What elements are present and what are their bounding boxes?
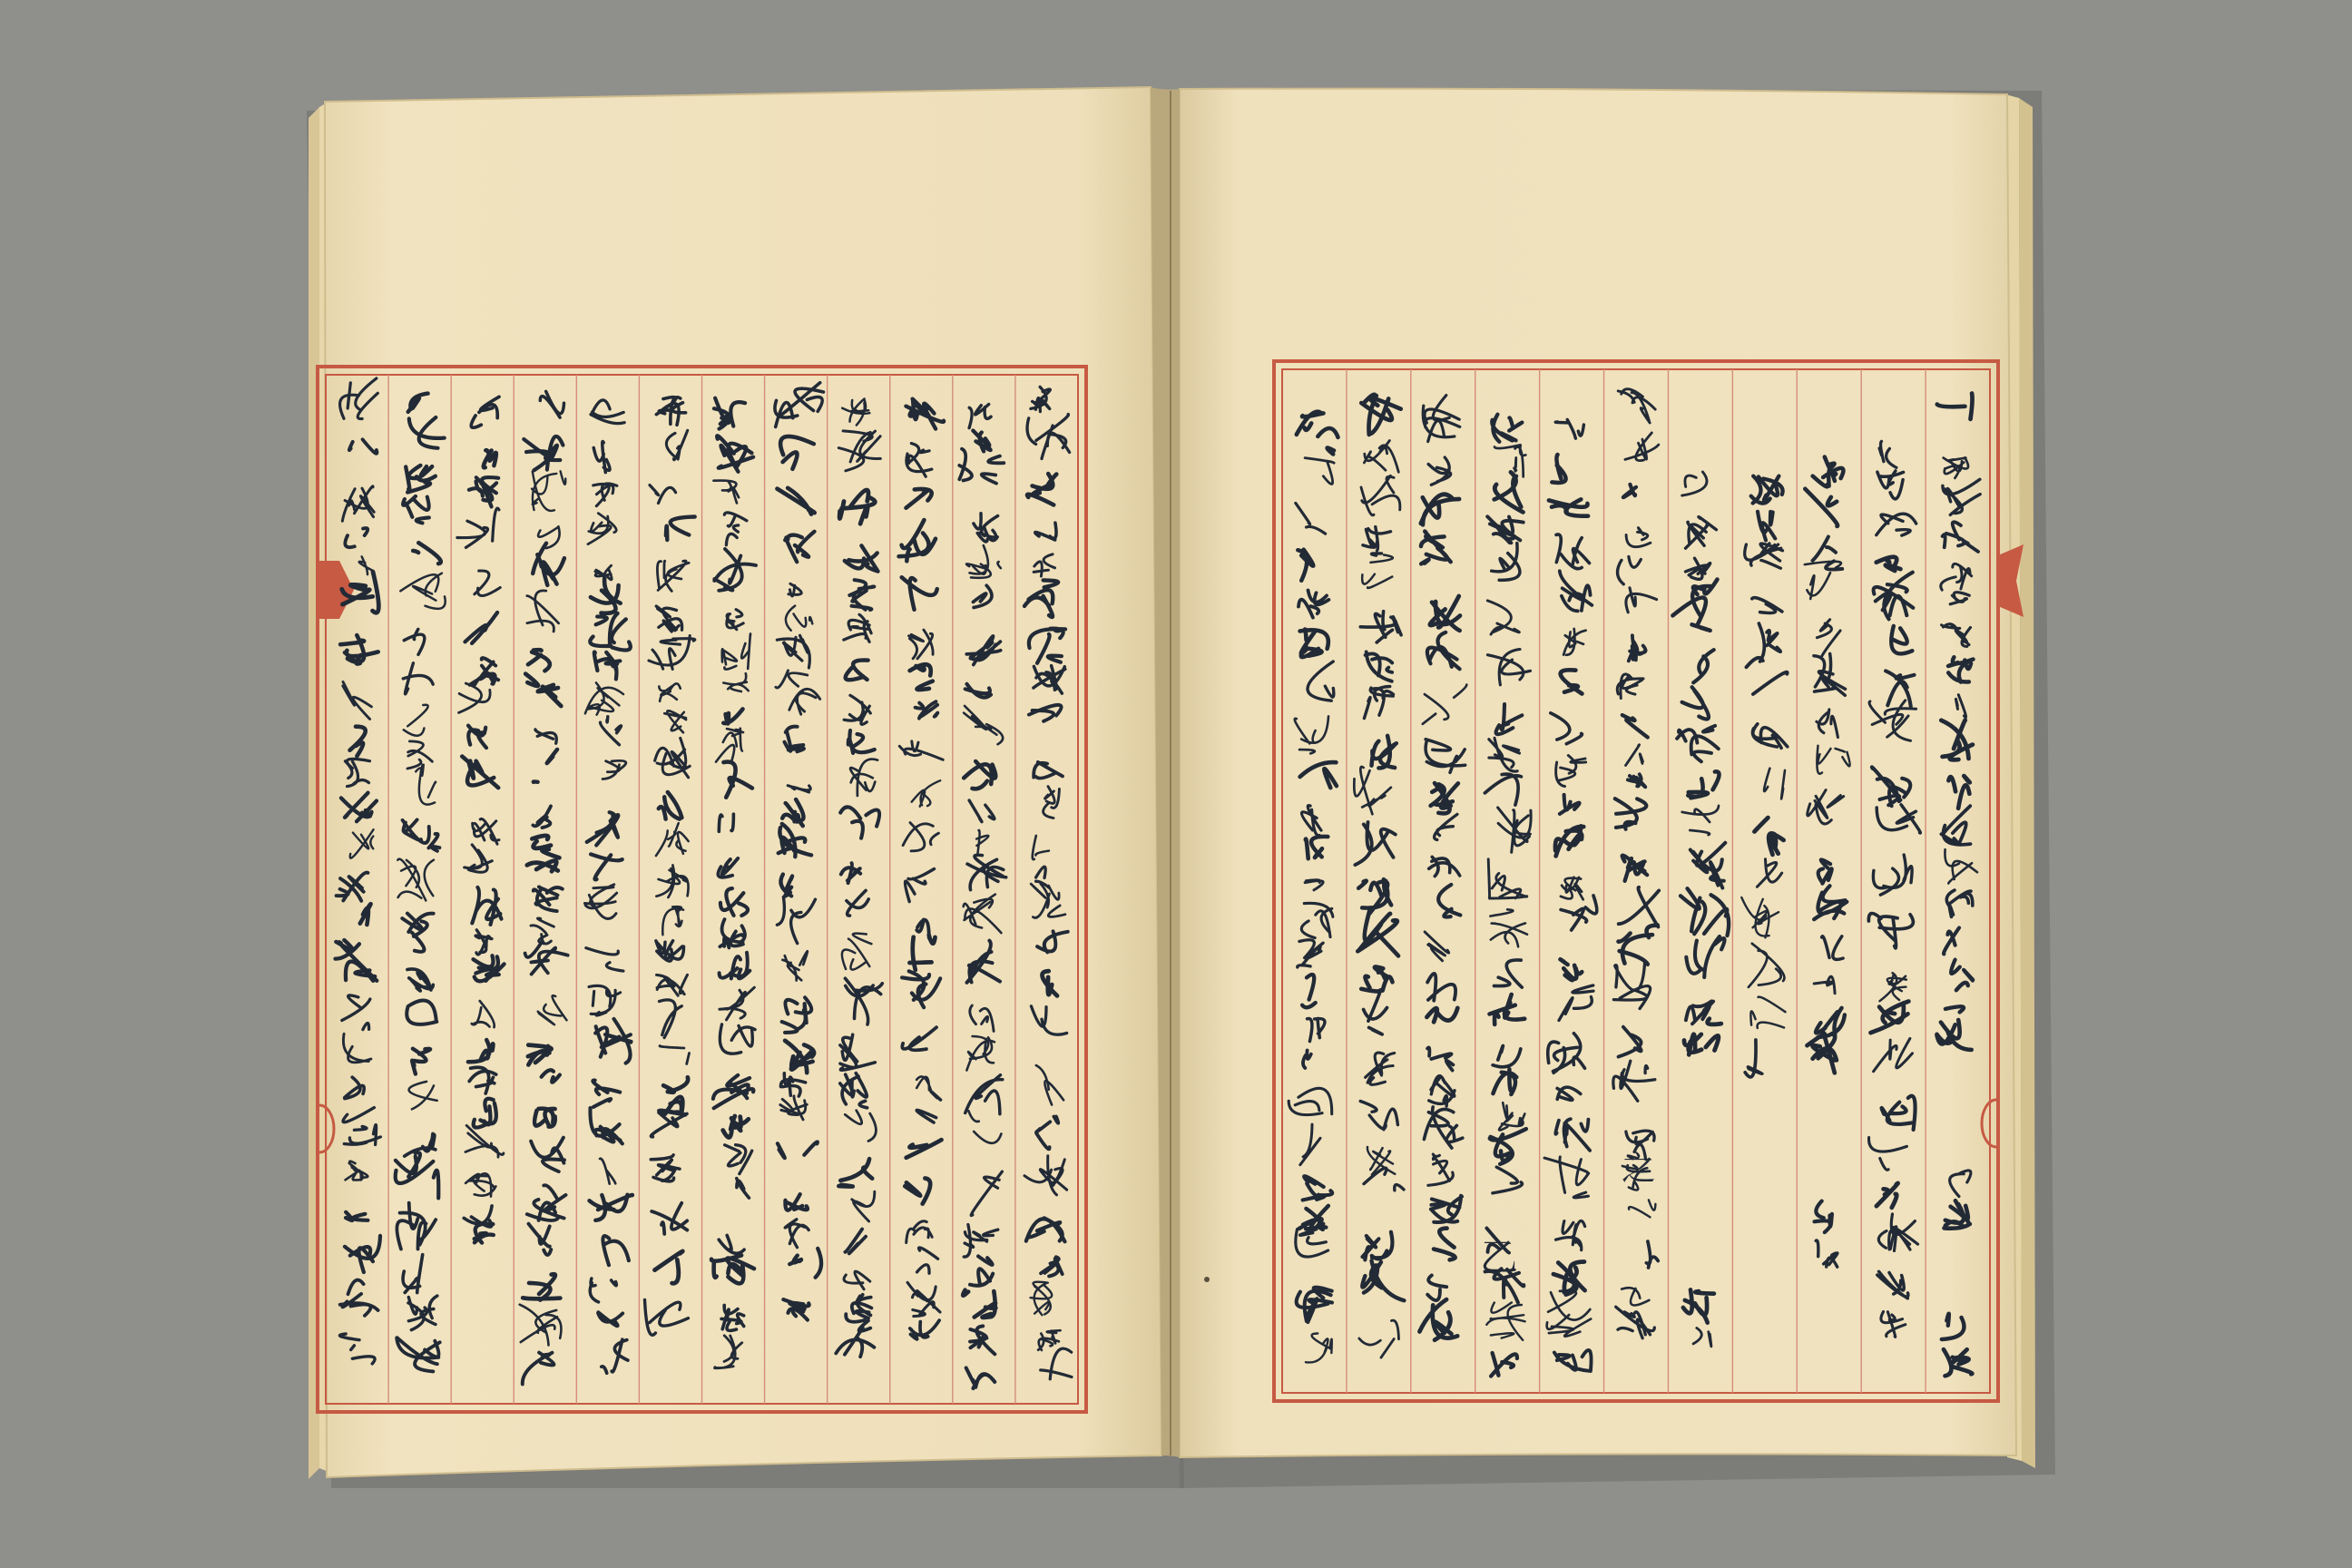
right-glyph-otsu: 乙	[1479, 1235, 1519, 1279]
right-glyph-kore: 之	[1621, 1148, 1657, 1188]
paper-speck	[1204, 1277, 1210, 1282]
